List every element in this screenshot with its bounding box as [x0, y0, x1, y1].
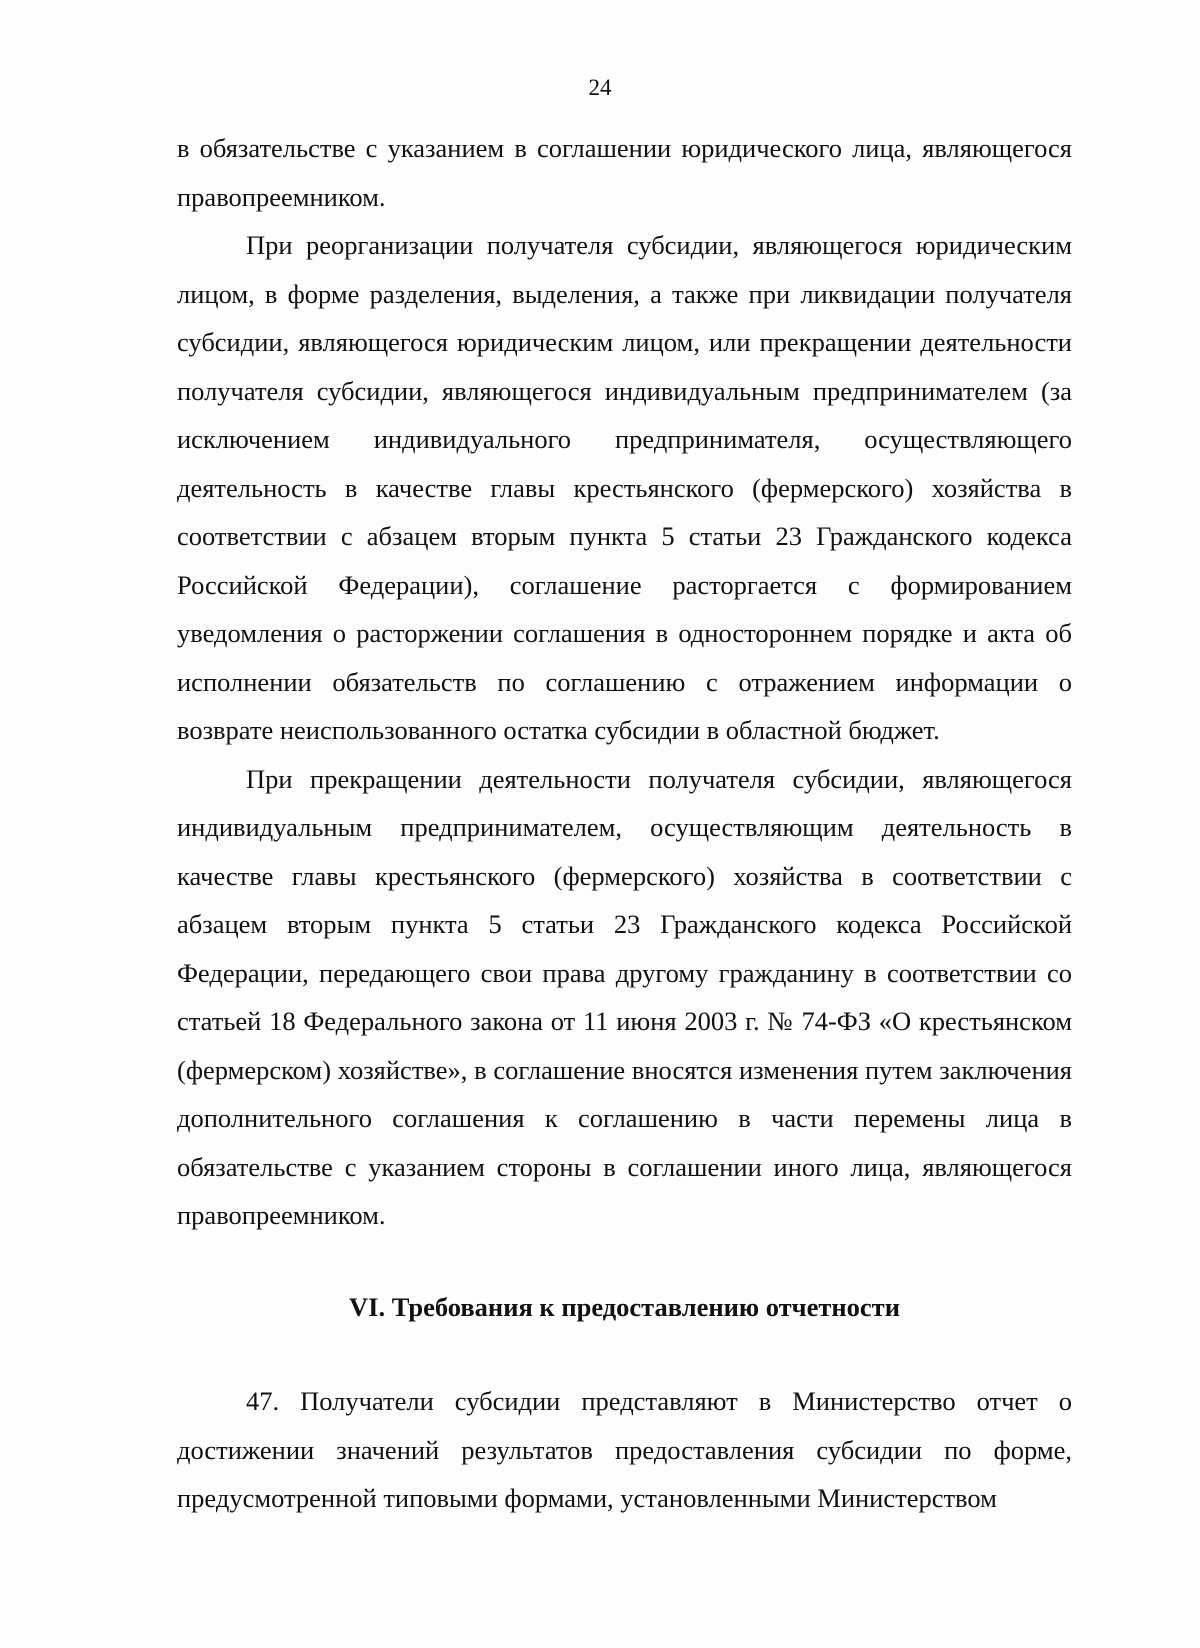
section-heading: VI. Требования к предоставлению отчетности	[349, 1291, 900, 1322]
paragraph-continuation: в обязательстве с указанием в соглашении юридического лица, являющегося правопреемником.	[177, 133, 1072, 212]
paragraph-termination: При прекращении деятельности получателя субсидии, являющегося индивидуальным предпринимателем, осуществляющим деятельность в качестве главы крестьянского (фермерского) хозяйства в соответствии с абзацем вторым пункта 5 статьи 23 Гражданского кодекса Российской Федерации, передающего свои права другому гражданину в соответствии со статьей 18 Федерального закона от 11 июня 2003 г. № 74-ФЗ «О крестьянском (фермерском) хозяйстве», в соглашение вносятся изменения путем заключения дополнительного соглашения к соглашению в части перемены лица в обязательстве с указанием стороны в соглашении иного лица, являющегося правопреемником.	[177, 763, 1072, 1230]
paragraph-reorganization: При реорганизации получателя субсидии, являющегося юридическим лицом, в форме разделения, выделения, а также при ликвидации получателя субсидии, являющегося юридическим лицом, или прекращении деятельности получателя субсидии, являющегося индивидуальным предпринимателем (за исключением индивидуального предпринимателя, осуществляющего деятельность в качестве главы крестьянского (фермерского) хозяйства в соответствии с абзацем вторым пункта 5 статьи 23 Гражданского кодекса Российской Федерации), соглашение расторгается с формированием уведомления о расторжении соглашения в одностороннем порядке и акта об исполнении обязательств по соглашению с отражением информации о возврате неиспользованного остатка субсидии в областной бюджет.	[177, 230, 1072, 745]
document-body	[177, 124, 1072, 1523]
page-number: 24	[588, 75, 612, 100]
paragraph-47: 47. Получатели субсидии представляют в Министерство отчет о достижении значений результатов предоставления субсидии по форме, предусмотренной типовыми формами, установленными Министерством	[177, 1386, 1072, 1513]
